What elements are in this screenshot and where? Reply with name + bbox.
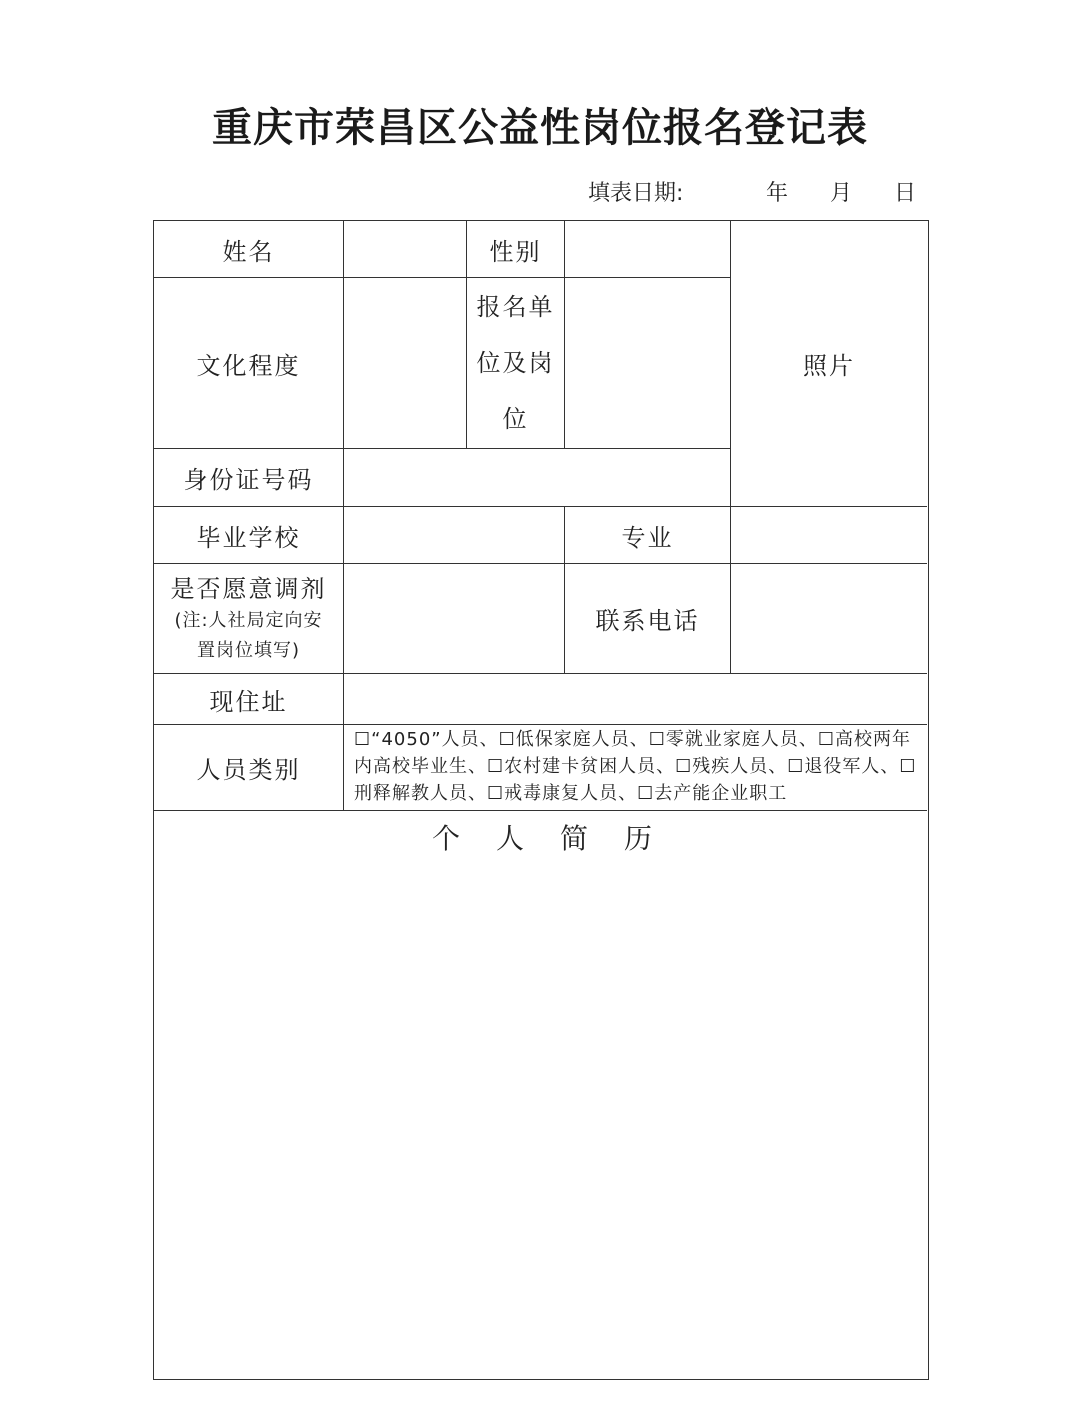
applied-unit-field[interactable] bbox=[565, 278, 731, 449]
name-field[interactable] bbox=[344, 221, 467, 278]
fill-date-year: 年 bbox=[766, 181, 789, 206]
registration-form bbox=[153, 220, 929, 1380]
fill-date-month: 月 bbox=[830, 181, 853, 206]
school-label: 毕业学校 bbox=[154, 507, 344, 564]
education-label: 文化程度 bbox=[154, 278, 344, 449]
fill-date-label: 填表日期: bbox=[588, 181, 684, 206]
address-label: 现住址 bbox=[154, 674, 344, 725]
adjust-note-line-2: 置岗位填写) bbox=[196, 639, 301, 661]
education-field[interactable] bbox=[344, 278, 467, 449]
id-number-field[interactable] bbox=[344, 449, 731, 507]
applied-unit-line-3: 位 bbox=[502, 405, 529, 433]
resume-field[interactable] bbox=[154, 867, 927, 1377]
phone-field[interactable] bbox=[731, 564, 927, 674]
resume-heading: 个人简历 bbox=[431, 822, 688, 855]
adjust-label bbox=[154, 564, 344, 674]
major-field[interactable] bbox=[731, 507, 927, 564]
applied-unit-line-1: 报名单 bbox=[476, 293, 555, 321]
gender-field[interactable] bbox=[565, 221, 731, 278]
school-field[interactable] bbox=[344, 507, 565, 564]
major-label: 专业 bbox=[565, 507, 731, 564]
phone-label: 联系电话 bbox=[565, 564, 731, 674]
fill-date-day: 日 bbox=[894, 181, 917, 206]
gender-label: 性别 bbox=[467, 221, 565, 278]
applied-unit-label bbox=[467, 278, 565, 449]
adjust-field[interactable] bbox=[344, 564, 565, 674]
category-options[interactable]: ☐“4050”人员、☐低保家庭人员、☐零就业家庭人员、☐高校两年内高校毕业生、☐农村建卡贫困人员、☐残疾人员、☐退役军人、☐刑释解教人员、☐戒毒康复人员、☐去产能企业职工 bbox=[344, 725, 927, 811]
form-title: 重庆市荣昌区公益性岗位报名登记表 bbox=[212, 105, 868, 151]
address-field[interactable] bbox=[344, 674, 927, 725]
photo-box[interactable]: 照片 bbox=[731, 221, 927, 507]
category-label: 人员类别 bbox=[154, 725, 344, 811]
adjust-label-main: 是否愿意调剂 bbox=[170, 574, 327, 603]
id-number-label: 身份证号码 bbox=[154, 449, 344, 507]
adjust-note-line-1: (注:人社局定向安 bbox=[174, 609, 323, 631]
name-label: 姓名 bbox=[154, 221, 344, 278]
applied-unit-line-2: 位及岗 bbox=[476, 349, 555, 377]
